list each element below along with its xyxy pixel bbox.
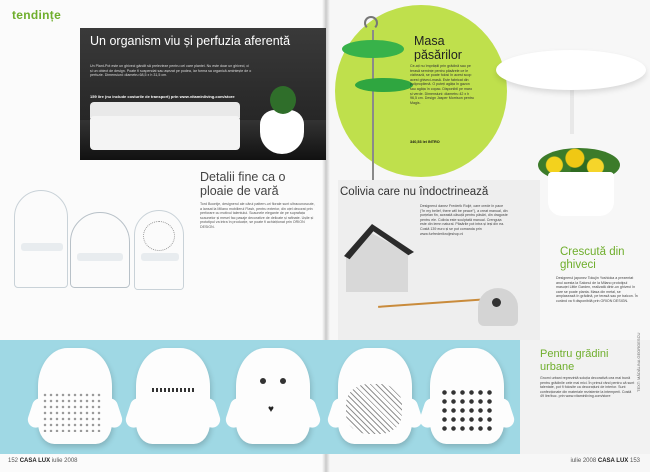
issue-date-right: iulie 2008 xyxy=(570,458,597,464)
magazine-name-right: CASA LUX xyxy=(597,458,629,464)
masa-title: Masa păsărilor xyxy=(414,34,462,62)
page-number-left: 152 xyxy=(8,458,19,464)
organism-body: Un Plant-Pot este un ghiveci gândit să prelevieze pentru cel care plantei. Nu este doar un ghiveci, ci și un obiect de design. Poate fi suspendat sau așezat pe podea, iar forma sa organică amintește de o perfuzie. Dimensiuni: diametru 68,5 x h 31,5 cm. xyxy=(90,64,252,78)
detalii-title: Detalii fine ca o ploaie de vară xyxy=(200,170,286,198)
gradini-body: Gnomi urbani reprezintă soluția decorativă cea mai bună pentru grădinile cele mai mici. În primul rând pentru că sunt talentate, pot fi folosite ca decorațiuni de interior. Sunt confecționate din materiale rezistente la intemperii. Costă 49 lire/buc. prin www.vitaminliving.com/store xyxy=(540,376,635,399)
flower-pot xyxy=(548,172,614,216)
gnome-zipper xyxy=(136,348,210,444)
plant xyxy=(270,86,296,114)
chair-seat xyxy=(21,243,63,251)
organism-title: Un organism viu și perfuzia aferentă xyxy=(90,34,291,48)
organism-price: 159 lire (nu include costurile de transport) prin www.vitaminliving.com/store xyxy=(90,94,235,99)
colivia-body: Designerul danez Frederik Roijé, care crede în pace ("in my belief, there will be peace"), a creat manual, din porțelan fin, această căsuță pentru păsări, din dragoste pentru ele. Colivia este sculptată manual. Crenguța este din lemn natural. Păsările pot intra și ieși din ea. Costă 139 euro și se pot comanda prin www.furfrederikroijeshop.nl xyxy=(420,204,508,236)
gnome-eye xyxy=(260,378,266,384)
page-number-right: 153 xyxy=(629,458,640,464)
colivia-title: Colivia care nu îndoctrinează xyxy=(340,186,489,198)
crescuta-title: Crescută din ghiveci xyxy=(560,246,625,271)
heart-icon: ♥ xyxy=(268,404,274,415)
gradini-title: Pentru grădini urbane xyxy=(540,348,609,373)
issue-date-left: iulie 2008 xyxy=(51,458,78,464)
section-label: tendințe xyxy=(12,8,62,22)
crescuta-body: Designerul japonez Tokujin Yoshioka a prezentat anul acesta la Salonul de la Milano prototipul masuței Little Garden, realizată dintr-un ghiveci în care se poate planta. Masa din metal, se amplasează în grădină, pe terasă sau pe balcon. În curând va fi disponibilă prin ORION DESIGN. xyxy=(556,276,638,303)
plant-pot xyxy=(260,110,304,154)
chair-pattern xyxy=(143,221,175,251)
chair-two xyxy=(134,210,184,290)
table-flash xyxy=(70,212,130,288)
masa-body: Ce-ați nu împrăștii prin grădină sau pe terasă semințe pentru păsărele ce le vizitează, se poate folosi în acest scop acest ghiveci-masă. Este fabricat din polipropilenă. O puteți agăța în gazon sau agăța în copac. Disponibil pe maro și verde. Dimensiuni: diametru 42 x h 96,5 cm. Design Jasper Morrison pentru Magis. xyxy=(410,64,474,105)
footer-right xyxy=(571,458,641,464)
green-feeder-bottom xyxy=(355,78,413,92)
gnome-face xyxy=(236,348,310,444)
gnome-eye xyxy=(280,378,286,384)
green-feeder-top xyxy=(342,40,404,58)
chair-seat xyxy=(141,253,179,261)
zipper-icon xyxy=(152,388,194,392)
chair-one xyxy=(14,190,68,288)
floral-pattern xyxy=(42,392,102,432)
detalii-body: Tord Boontje, designerul ale cărui pattern-uri florale sunt ultracunoscute, a lansat la Milano mobilierul Flash, pentru exterior, din oțel decorat prin perforare cu motivul talentului. Scaunele elegante de pe suprafața scaunelor și mesei fac pasaje decorative de delicate și rafinate. Ușile și prototipul va intra în producție, se poate fi achiziționat prin ORION DESIGN. xyxy=(200,202,315,229)
table-top xyxy=(77,253,123,261)
footer-left xyxy=(8,458,78,464)
gnome-damask xyxy=(430,348,504,444)
white-table xyxy=(496,50,646,90)
magazine-name-left: CASA LUX xyxy=(19,458,51,464)
text-credit: TEXT: MĂDĂLINA GEORGESCU xyxy=(636,332,641,392)
gnome-tree xyxy=(338,348,412,444)
masa-price: 340,53 lei INTRO xyxy=(410,140,440,144)
birdhouse-small xyxy=(478,288,518,326)
feeder-hook xyxy=(364,16,378,30)
gnome-floral xyxy=(38,348,112,444)
chairs-photo xyxy=(14,190,194,300)
birdhouse-hole xyxy=(492,298,501,307)
tree-pattern xyxy=(346,384,402,434)
sofa xyxy=(90,116,240,150)
damask-pattern xyxy=(440,388,492,432)
